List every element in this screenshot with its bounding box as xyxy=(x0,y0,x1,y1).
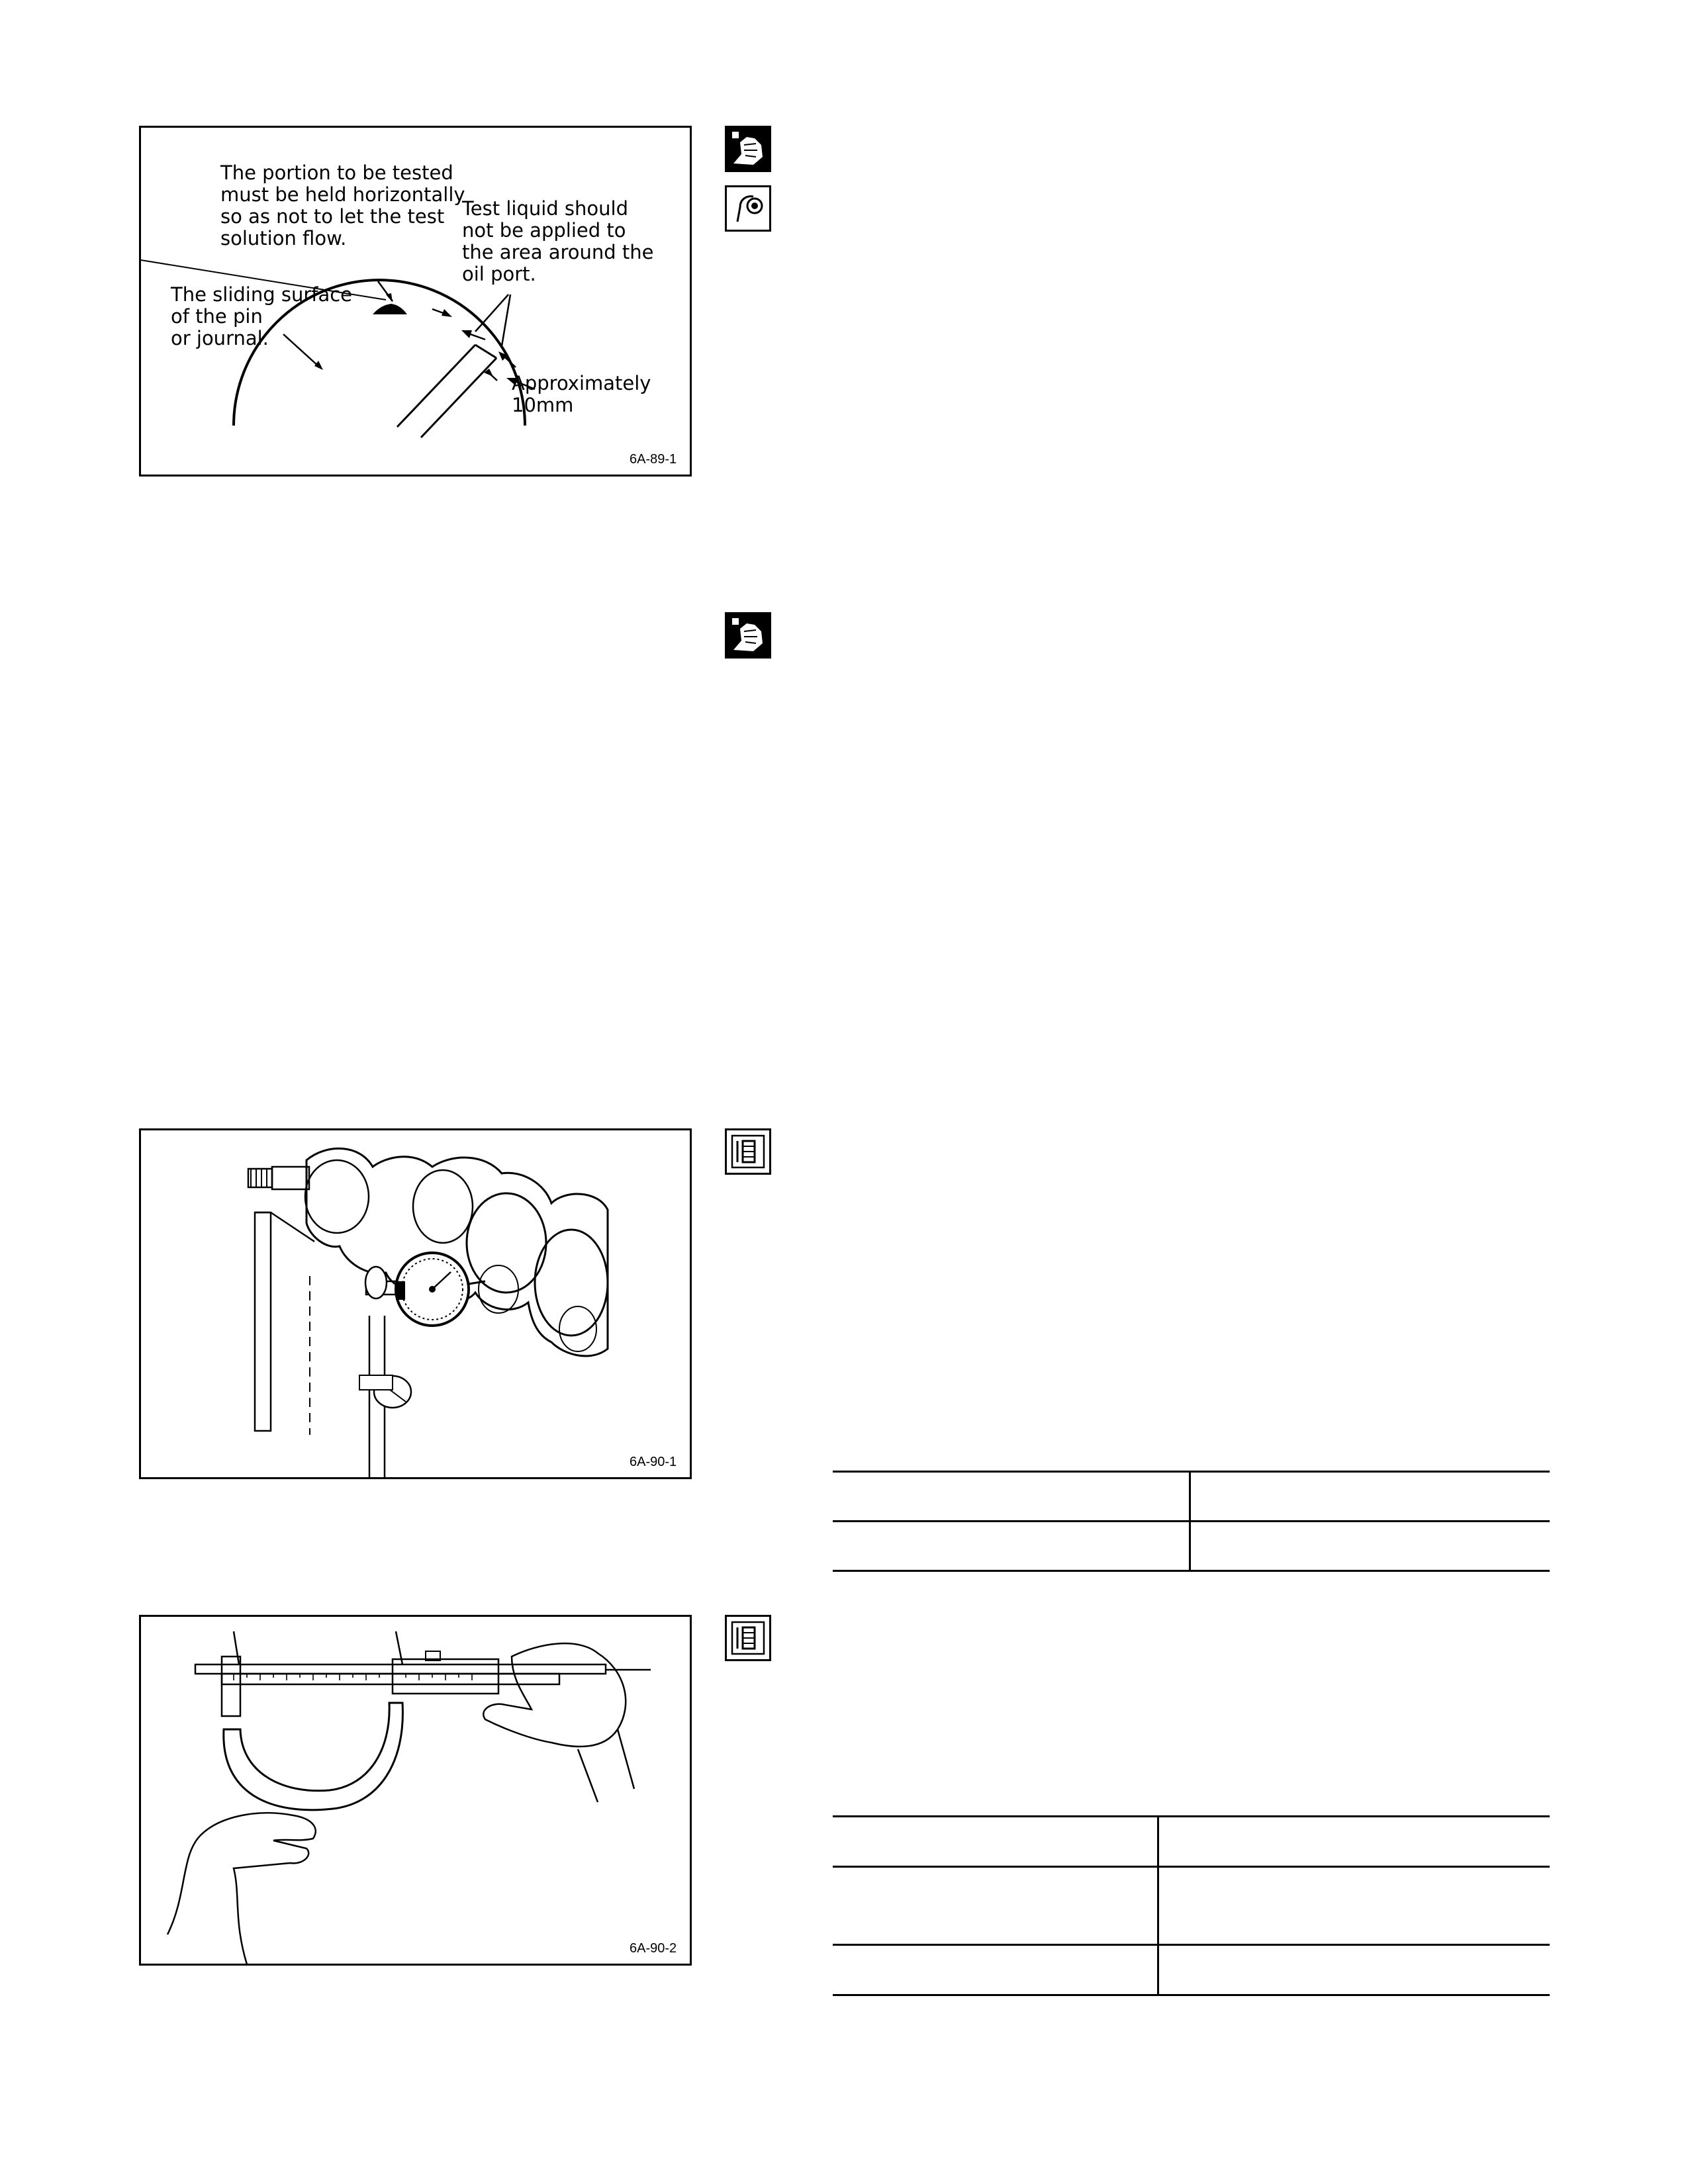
table-row xyxy=(833,1867,1550,1945)
table-row xyxy=(833,1472,1550,1522)
table-cell xyxy=(1190,1472,1550,1522)
label-test-liquid: Test liquid should not be applied to the area around the oil port. xyxy=(462,197,654,285)
table-row xyxy=(833,1522,1550,1571)
table-cell xyxy=(1190,1522,1550,1571)
table-cell xyxy=(833,1522,1190,1571)
spec-table-bearing xyxy=(833,1815,1550,1996)
figure-id: 6A-90-2 xyxy=(630,1941,677,1956)
table-cell xyxy=(833,1817,1158,1867)
table-cell xyxy=(1158,1945,1550,1995)
table-cell xyxy=(1158,1817,1550,1867)
table-cell xyxy=(833,1867,1158,1945)
table-row xyxy=(833,1945,1550,1995)
figure-crankshaft-runout xyxy=(139,1128,692,1479)
hand-inspect-icon xyxy=(725,612,771,659)
table-row xyxy=(833,1817,1550,1867)
measure-icon xyxy=(725,1128,771,1175)
caliper-measurement-illustration xyxy=(141,1617,690,1964)
label-held-horizontally: The portion to be tested must be held horizontally so as not to let the test solution flow. xyxy=(220,161,465,250)
hand-inspect-icon xyxy=(725,126,771,172)
visual-inspection-icon xyxy=(725,185,771,232)
table-cell xyxy=(833,1945,1158,1995)
label-sliding-surface: The sliding surface of the pin or journal. xyxy=(171,283,353,349)
label-approximately: Approximately 10mm xyxy=(512,372,651,416)
table-cell xyxy=(833,1472,1190,1522)
table-cell xyxy=(1158,1867,1550,1945)
figure-id: 6A-90-1 xyxy=(630,1455,677,1469)
spec-table-runout xyxy=(833,1471,1550,1572)
measure-icon xyxy=(725,1615,771,1661)
figure-bearing-caliper xyxy=(139,1615,692,1966)
crankshaft-dial-gauge-illustration xyxy=(141,1130,690,1478)
figure-crankpin-test xyxy=(139,126,692,477)
figure-id: 6A-89-1 xyxy=(630,452,677,467)
